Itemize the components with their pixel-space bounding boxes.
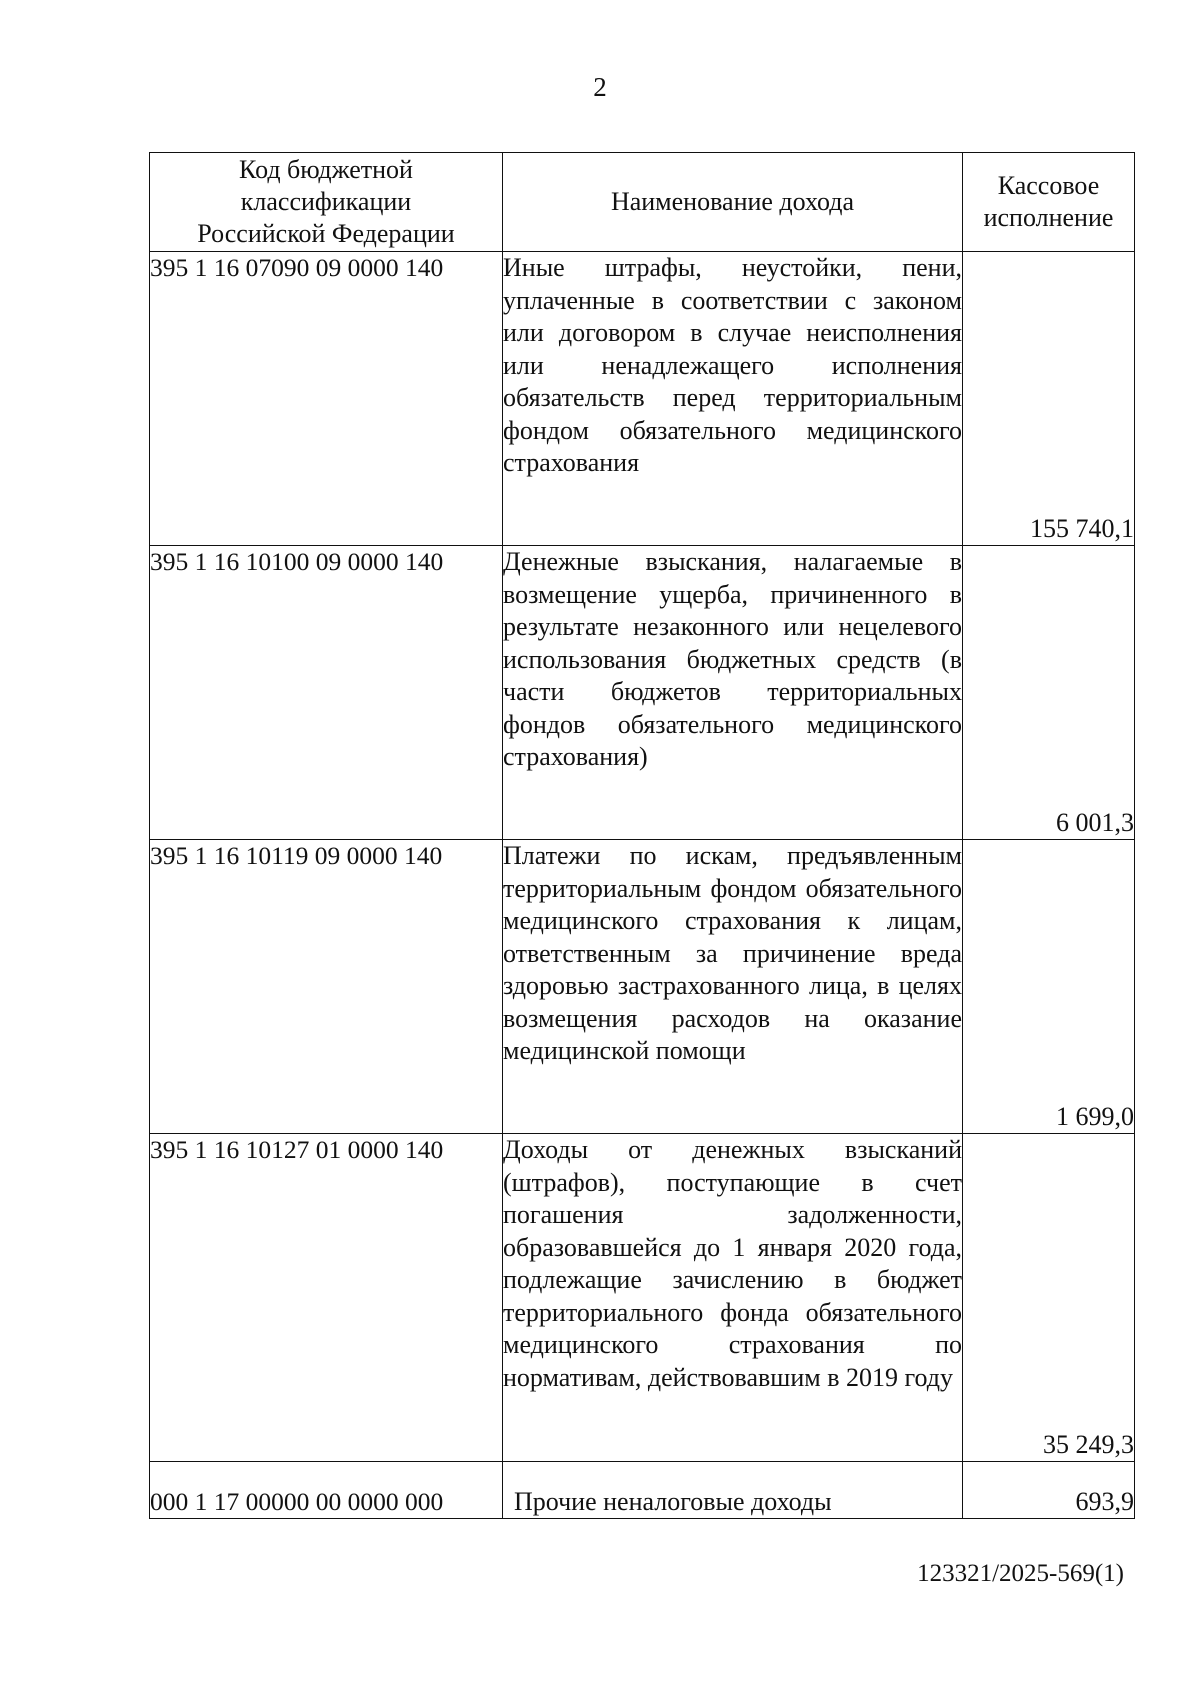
row-code: 000 1 17 00000 00 0000 000 (150, 1462, 503, 1519)
row-name: Платежи по искам, предъявленным территориальным фондом обязательного медицинского страхования к лицам, ответственным за причинение вреда здоровью застрахованного лица, в целях возмещения расходов на оказание медицинской помощи (503, 840, 963, 1134)
page-number: 2 (593, 72, 607, 102)
row-name: Прочие неналоговые доходы (503, 1462, 963, 1519)
row-amount: 693,9 (963, 1462, 1135, 1519)
row-code: 395 1 16 07090 09 0000 140 (150, 252, 503, 546)
header-name: Наименование дохода (503, 153, 963, 252)
row-amount: 35 249,3 (963, 1134, 1135, 1462)
row-amount: 6 001,3 (963, 546, 1135, 840)
table-header-row (150, 153, 1135, 252)
table-row (150, 546, 1135, 840)
row-code: 395 1 16 10119 09 0000 140 (150, 840, 503, 1134)
table-row (150, 1462, 1135, 1519)
row-code: 395 1 16 10127 01 0000 140 (150, 1134, 503, 1462)
row-amount: 1 699,0 (963, 840, 1135, 1134)
document-number: 123321/2025-569(1) (917, 1560, 1124, 1587)
header-amount-text: Кассовое исполнение (983, 171, 1114, 232)
revenue-table (149, 152, 1135, 1519)
row-amount: 155 740,1 (963, 252, 1135, 546)
row-code: 395 1 16 10100 09 0000 140 (150, 546, 503, 840)
row-name: Денежные взыскания, налагаемые в возмещение ущерба, причиненного в результате незаконного или нецелевого использования бюджетных средств (в части бюджетов территориальных фондов обязательного медицинского страхования) (503, 546, 963, 840)
header-code-text: Код бюджетной классификации Российской Федерации (197, 155, 455, 248)
table-row (150, 1134, 1135, 1462)
table-row (150, 840, 1135, 1134)
header-code (150, 153, 503, 252)
row-name: Иные штрафы, неустойки, пени, уплаченные в соответствии с законом или договором в случае неисполнения или ненадлежащего исполнения обязательств перед территориальным фондом обязательного медицинского страхования (503, 252, 963, 546)
row-name: Доходы от денежных взысканий (штрафов), поступающие в счет погашения задолженности, образовавшейся до 1 января 2020 года, подлежащие зачислению в бюджет территориального фонда обязательного медицинского страхования по нормативам, действовавшим в 2019 году (503, 1134, 963, 1462)
table-row (150, 252, 1135, 546)
header-amount (963, 153, 1135, 252)
